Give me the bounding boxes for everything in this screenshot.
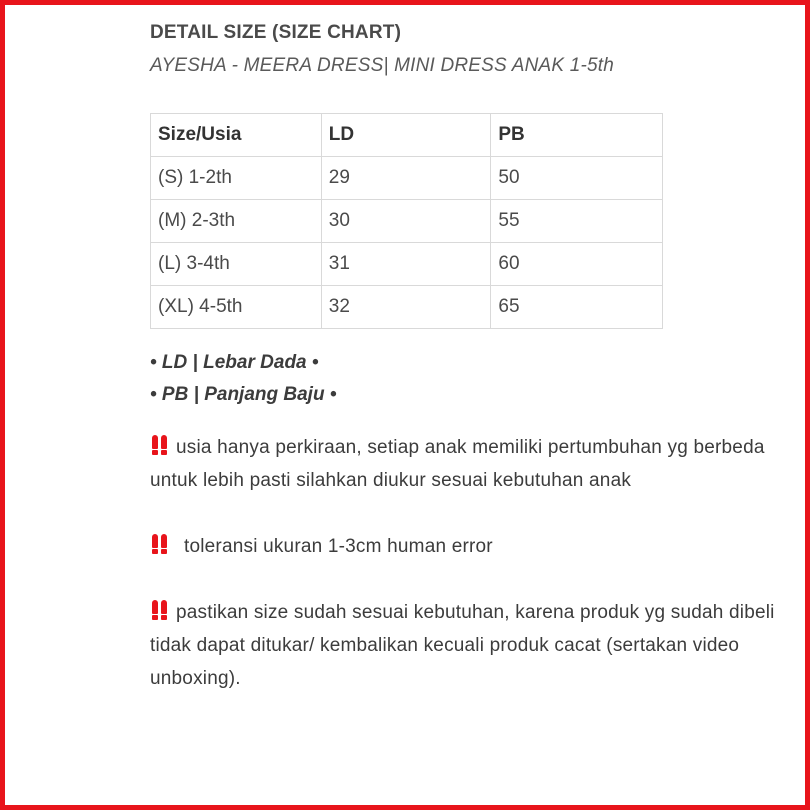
table-row [151, 243, 663, 286]
note-return-policy [150, 596, 790, 695]
table-row [151, 157, 663, 200]
table-cell-ld: 31 [321, 243, 491, 286]
table-row [151, 200, 663, 243]
table-cell-size: (XL) 4-5th [151, 286, 322, 329]
legend-pb: • PB | Panjang Baju • [150, 384, 337, 405]
size-table [150, 113, 663, 329]
double-exclamation-icon [150, 534, 174, 554]
table-cell-pb: 55 [491, 200, 663, 243]
table-cell-pb: 65 [491, 286, 663, 329]
legend-ld: • LD | Lebar Dada • [150, 352, 319, 373]
table-cell-ld: 29 [321, 157, 491, 200]
table-header-row [151, 114, 663, 157]
header-size-usia: Size/Usia [151, 114, 322, 157]
abbreviation-legend [150, 347, 790, 411]
table-cell-size: (S) 1-2th [151, 157, 322, 200]
note-age-estimate-text: usia hanya perkiraan, setiap anak memiliki pertumbuhan yg berbeda untuk lebih pasti silahkan diukur sesuai kebutuhan anak [150, 437, 765, 491]
header-pb: PB [491, 114, 663, 157]
page-title: DETAIL SIZE (SIZE CHART) [150, 22, 402, 43]
header-ld: LD [321, 114, 491, 157]
note-tolerance [150, 530, 790, 563]
table-row [151, 286, 663, 329]
table-cell-ld: 30 [321, 200, 491, 243]
table-cell-size: (M) 2-3th [151, 200, 322, 243]
table-cell-pb: 50 [491, 157, 663, 200]
table-cell-size: (L) 3-4th [151, 243, 322, 286]
double-exclamation-icon [150, 435, 174, 455]
note-return-policy-text: pastikan size sudah sesuai kebutuhan, karena produk yg sudah dibeli tidak dapat ditukar/ kembalikan kecuali produk cacat (sertakan video unboxing). [150, 602, 775, 689]
size-chart-content [150, 19, 790, 695]
note-tolerance-text: toleransi ukuran 1-3cm human error [184, 536, 493, 557]
double-exclamation-icon [150, 600, 174, 620]
table-cell-ld: 32 [321, 286, 491, 329]
table-cell-pb: 60 [491, 243, 663, 286]
note-age-estimate [150, 431, 790, 497]
product-subtitle: AYESHA - MEERA DRESS| MINI DRESS ANAK 1-5th [150, 55, 615, 76]
